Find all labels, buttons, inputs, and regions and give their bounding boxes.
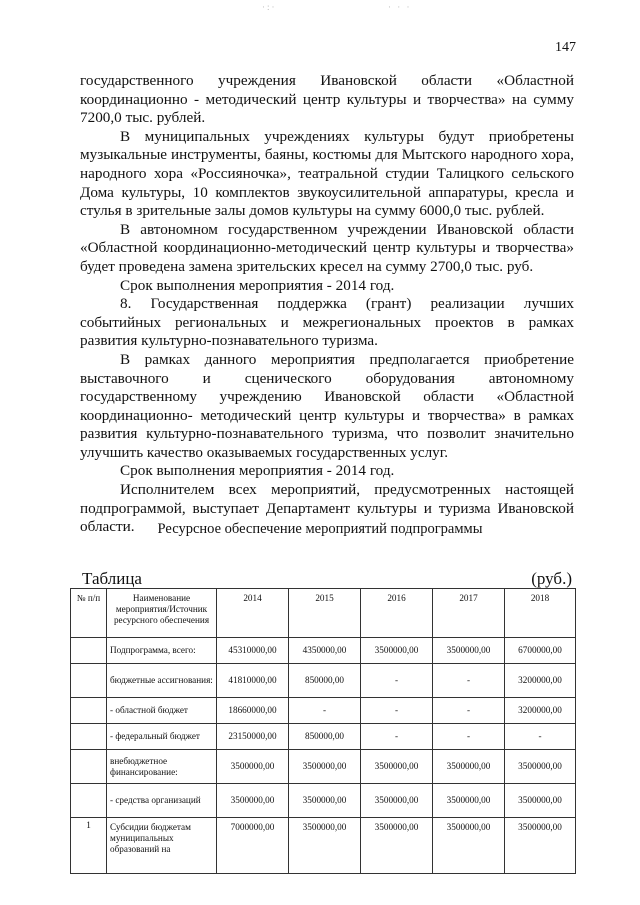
table-caption: Ресурсное обеспечение мероприятий подпрограммы bbox=[157, 521, 483, 537]
row-number bbox=[71, 664, 107, 698]
cell-2018: 6700000,00 bbox=[505, 638, 576, 664]
table-header-row bbox=[71, 589, 576, 638]
paragraph: В рамках данного мероприятия предполагается приобретение выставочного и сценического оборудования автономному государственному учреждению Ивановской области «Областной координационно- методический центр культуры и творчества» в рамках развития культурно-познавательного туризма, что позволит значительно улучшить качество оказываемых государственных услуг. bbox=[80, 350, 574, 461]
cell-2014: 45310000,00 bbox=[217, 638, 289, 664]
row-number bbox=[71, 698, 107, 724]
cell-2014: 41810000,00 bbox=[217, 664, 289, 698]
cell-2016: - bbox=[361, 698, 433, 724]
cell-2016: 3500000,00 bbox=[361, 638, 433, 664]
table-unit: (руб.) bbox=[531, 569, 572, 588]
cell-2015: 850000,00 bbox=[289, 664, 361, 698]
row-name: - областной бюджет bbox=[107, 698, 217, 724]
table-row bbox=[71, 784, 576, 818]
paragraph: государственного учреждения Ивановской области «Областной координационно - методический центр культуры и творчества» на сумму 7200,0 тыс. рублей. bbox=[80, 72, 574, 127]
paragraph: 8. Государственная поддержка (грант) реализации лучших событийных региональных и межрегиональных проектов в рамках развития культурно-познавательного туризма. bbox=[80, 295, 574, 350]
row-name: Подпрограмма, всего: bbox=[107, 638, 217, 664]
cell-2014: 18660000,00 bbox=[217, 698, 289, 724]
row-number bbox=[71, 724, 107, 750]
cell-2017: 3500000,00 bbox=[433, 638, 505, 664]
body-text bbox=[80, 72, 574, 537]
cell-2018: 3500000,00 bbox=[505, 750, 576, 784]
row-name: внебюджетное финансирование: bbox=[107, 750, 217, 784]
cell-2018: 3200000,00 bbox=[505, 664, 576, 698]
row-number bbox=[71, 638, 107, 664]
header-2017: 2017 bbox=[433, 589, 505, 638]
row-number: 1 bbox=[71, 818, 107, 874]
row-name: Субсидии бюджетам муниципальных образований на bbox=[107, 818, 217, 874]
cell-2017: - bbox=[433, 664, 505, 698]
cell-2017: 3500000,00 bbox=[433, 750, 505, 784]
paragraph: Срок выполнения мероприятия - 2014 год. bbox=[120, 276, 395, 294]
cell-2016: 3500000,00 bbox=[361, 818, 433, 874]
cell-2014: 23150000,00 bbox=[217, 724, 289, 750]
cell-2014: 3500000,00 bbox=[217, 750, 289, 784]
scan-mark-left: ·:· bbox=[262, 2, 277, 12]
header-2016: 2016 bbox=[361, 589, 433, 638]
row-name: - федеральный бюджет bbox=[107, 724, 217, 750]
resource-table bbox=[70, 588, 576, 874]
cell-2018: 3500000,00 bbox=[505, 784, 576, 818]
cell-2016: - bbox=[361, 664, 433, 698]
cell-2017: 3500000,00 bbox=[433, 818, 505, 874]
cell-2017: 3500000,00 bbox=[433, 784, 505, 818]
header-name: Наименование мероприятия/Источник ресурсного обеспечения bbox=[107, 589, 217, 638]
header-2014: 2014 bbox=[217, 589, 289, 638]
table-row bbox=[71, 818, 576, 874]
cell-2015: - bbox=[289, 698, 361, 724]
cell-2017: - bbox=[433, 724, 505, 750]
row-number bbox=[71, 750, 107, 784]
cell-2017: - bbox=[433, 698, 505, 724]
row-number bbox=[71, 784, 107, 818]
paragraph: В автономном государственном учреждении Ивановской области «Областной координационно-методический центр культуры и творчества» будет проведена замена зрительских кресел на сумму 2700,0 тыс. руб. bbox=[80, 220, 574, 275]
cell-2015: 4350000,00 bbox=[289, 638, 361, 664]
scan-mark-right: · · · bbox=[388, 2, 412, 12]
table-row bbox=[71, 724, 576, 750]
cell-2015: 3500000,00 bbox=[289, 784, 361, 818]
table-label: Таблица bbox=[82, 569, 142, 588]
cell-2016: - bbox=[361, 724, 433, 750]
paragraph: В муниципальных учреждениях культуры будут приобретены музыкальные инструменты, баяны, костюмы для Мытского народного хора, народного хора «Россияночка», театральной студии Талицкого сельского Дома культуры, 10 комплектов звукоусилительной аппаратуры, кресла и стулья в зрительные залы домов культуры на сумму 6000,0 тыс. рублей. bbox=[80, 127, 574, 220]
cell-2015: 3500000,00 bbox=[289, 818, 361, 874]
cell-2016: 3500000,00 bbox=[361, 750, 433, 784]
table-row bbox=[71, 664, 576, 698]
row-name: - средства организаций bbox=[107, 784, 217, 818]
table-row bbox=[71, 638, 576, 664]
page-number: 147 bbox=[555, 40, 576, 55]
cell-2014: 3500000,00 bbox=[217, 784, 289, 818]
cell-2018: 3200000,00 bbox=[505, 698, 576, 724]
header-number: № п/п bbox=[71, 589, 107, 638]
table-row bbox=[71, 750, 576, 784]
cell-2018: - bbox=[505, 724, 576, 750]
cell-2015: 850000,00 bbox=[289, 724, 361, 750]
cell-2018: 3500000,00 bbox=[505, 818, 576, 874]
cell-2016: 3500000,00 bbox=[361, 784, 433, 818]
row-name: бюджетные ассигнования: bbox=[107, 664, 217, 698]
cell-2014: 7000000,00 bbox=[217, 818, 289, 874]
paragraph: Срок выполнения мероприятия - 2014 год. bbox=[120, 462, 395, 480]
paragraph: Исполнителем всех мероприятий, предусмотренных настоящей подпрограммой, выступает Департамент культуры и туризма Ивановской области. bbox=[80, 481, 574, 536]
header-2015: 2015 bbox=[289, 589, 361, 638]
cell-2015: 3500000,00 bbox=[289, 750, 361, 784]
table-row bbox=[71, 698, 576, 724]
header-2018: 2018 bbox=[505, 589, 576, 638]
